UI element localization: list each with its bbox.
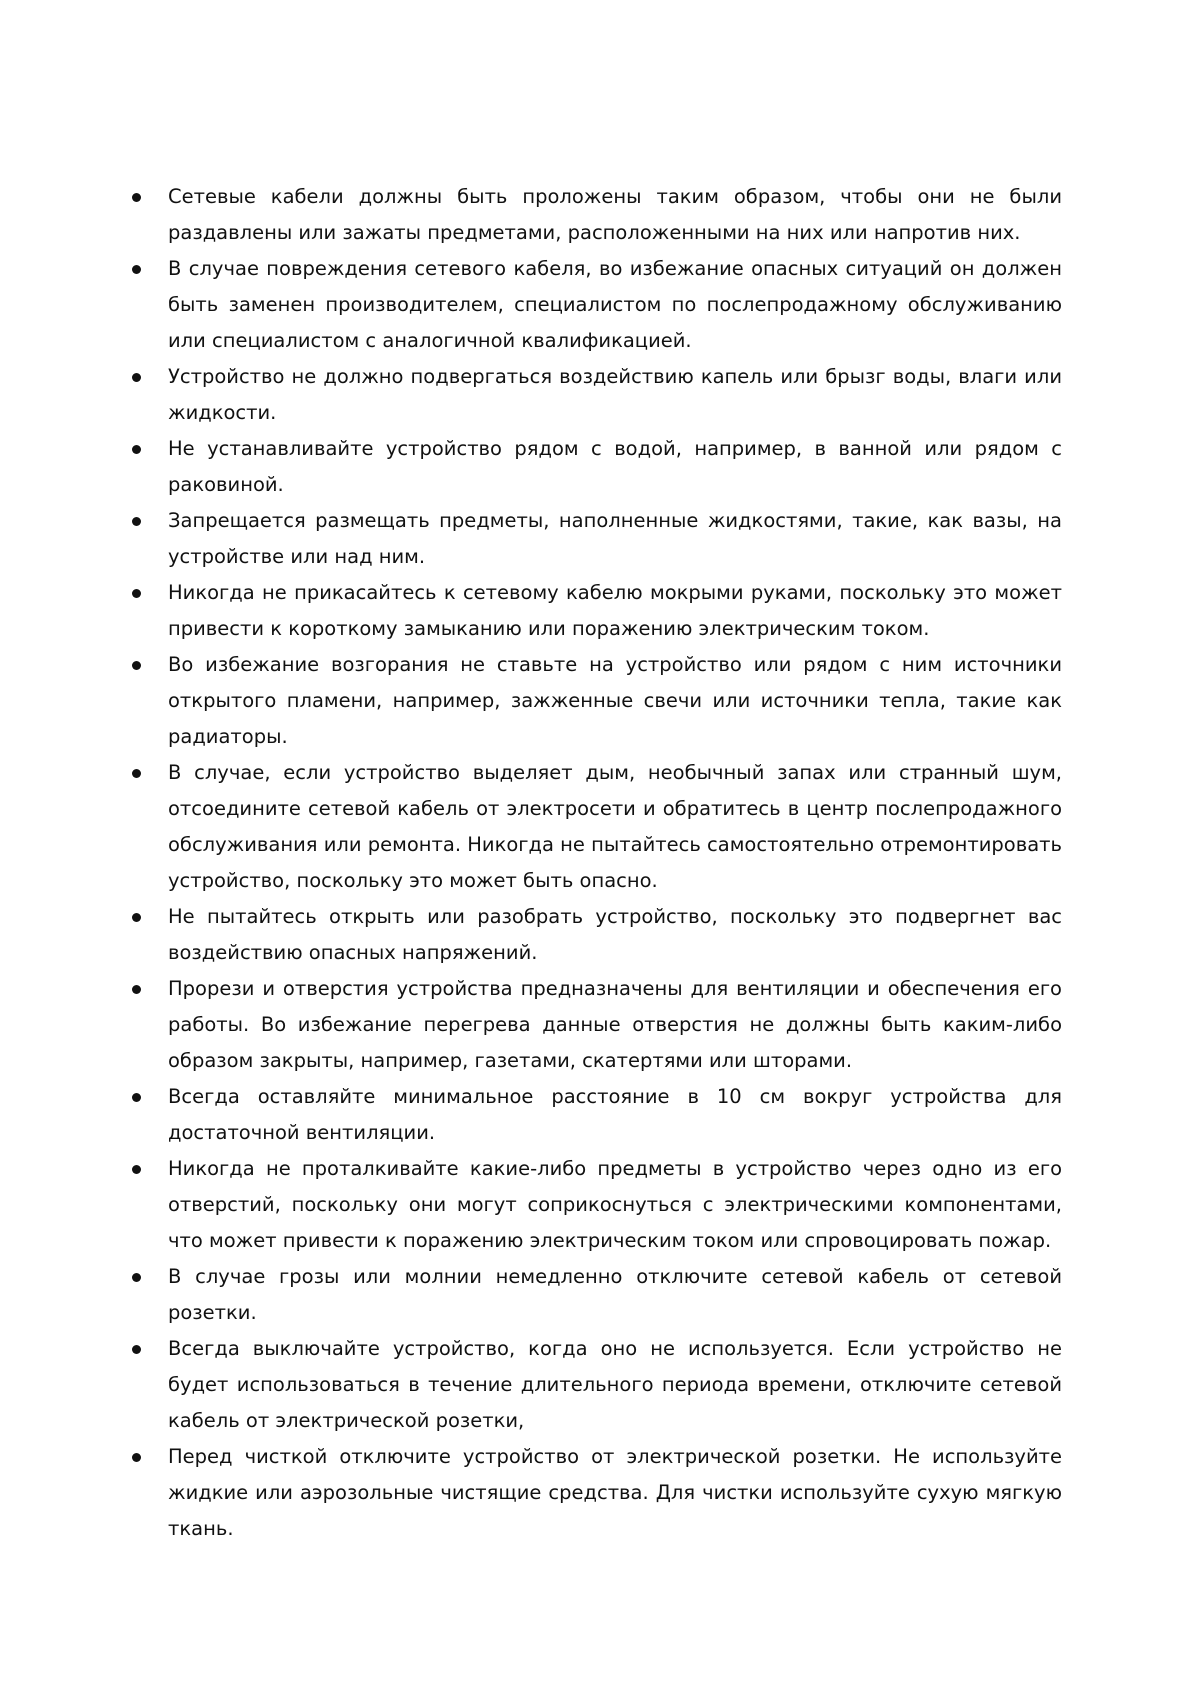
- list-item: [132, 1079, 1062, 1151]
- list-item-text: В случае грозы или молнии немедленно отключите сетевой кабель от сетевой розетки.: [168, 1265, 1062, 1324]
- list-item: [132, 1151, 1062, 1259]
- list-item: [132, 359, 1062, 431]
- list-item: [132, 971, 1062, 1079]
- list-item-text: В случае, если устройство выделяет дым, необычный запах или странный шум, отсоедините сетевой кабель от электросети и обратитесь в центр послепродажного обслуживания или ремонта. Никогда не пытайтесь самостоятельно отремонтировать устройство, поскольку это может быть опасно.: [168, 761, 1062, 892]
- bullet-icon: [132, 985, 141, 994]
- list-item: [132, 755, 1062, 899]
- list-item: [132, 575, 1062, 647]
- list-item-text: Не пытайтесь открыть или разобрать устройство, поскольку это подвергнет вас воздействию опасных напряжений.: [168, 905, 1062, 964]
- list-item-text: Перед чисткой отключите устройство от электрической розетки. Не используйте жидкие или аэрозольные чистящие средства. Для чистки используйте сухую мягкую ткань.: [168, 1445, 1062, 1540]
- bullet-icon: [132, 589, 141, 598]
- list-item-text: Не устанавливайте устройство рядом с водой, например, в ванной или рядом с раковиной.: [168, 437, 1062, 496]
- list-item: [132, 503, 1062, 575]
- list-item: [132, 251, 1062, 359]
- bullet-icon: [132, 373, 141, 382]
- list-item-text: Прорези и отверстия устройства предназначены для вентиляции и обеспечения его работы. Во избежание перегрева данные отверстия не должны быть каким-либо образом закрыты, например, газетами, скатертями или шторами.: [168, 977, 1062, 1072]
- list-item: [132, 179, 1062, 251]
- bullet-icon: [132, 1093, 141, 1102]
- list-item-text: В случае повреждения сетевого кабеля, во избежание опасных ситуаций он должен быть заменен производителем, специалистом по послепродажному обслуживанию или специалистом с аналогичной квалификацией.: [168, 257, 1062, 352]
- bullet-icon: [132, 1453, 141, 1462]
- bullet-icon: [132, 1273, 141, 1282]
- list-item-text: Никогда не прикасайтесь к сетевому кабелю мокрыми руками, поскольку это может привести к короткому замыканию или поражению электрическим током.: [168, 581, 1062, 640]
- bullet-icon: [132, 913, 141, 922]
- bullet-icon: [132, 769, 141, 778]
- list-item: [132, 431, 1062, 503]
- list-item-text: Сетевые кабели должны быть проложены таким образом, чтобы они не были раздавлены или зажаты предметами, расположенными на них или напротив них.: [168, 185, 1062, 244]
- list-item-text: Всегда оставляйте минимальное расстояние в 10 см вокруг устройства для достаточной вентиляции.: [168, 1085, 1062, 1144]
- bullet-icon: [132, 661, 141, 670]
- list-item: [132, 647, 1062, 755]
- list-item-text: Устройство не должно подвергаться воздействию капель или брызг воды, влаги или жидкости.: [168, 365, 1062, 424]
- bullet-icon: [132, 517, 141, 526]
- list-item-text: Всегда выключайте устройство, когда оно не используется. Если устройство не будет использоваться в течение длительного периода времени, отключите сетевой кабель от электрической розетки,: [168, 1337, 1062, 1432]
- list-item: [132, 1259, 1062, 1331]
- safety-instructions-list: [132, 179, 1062, 1547]
- list-item: [132, 899, 1062, 971]
- bullet-icon: [132, 193, 141, 202]
- bullet-icon: [132, 265, 141, 274]
- list-item-text: Никогда не проталкивайте какие-либо предметы в устройство через одно из его отверстий, поскольку они могут соприкоснуться с электрическими компонентами, что может привести к поражению электрическим током или спровоцировать пожар.: [168, 1157, 1062, 1252]
- list-item: [132, 1331, 1062, 1439]
- bullet-icon: [132, 1345, 141, 1354]
- list-item-text: Во избежание возгорания не ставьте на устройство или рядом с ним источники открытого пламени, например, зажженные свечи или источники тепла, такие как радиаторы.: [168, 653, 1062, 748]
- list-item: [132, 1439, 1062, 1547]
- bullet-icon: [132, 445, 141, 454]
- bullet-icon: [132, 1165, 141, 1174]
- list-item-text: Запрещается размещать предметы, наполненные жидкостями, такие, как вазы, на устройстве или над ним.: [168, 509, 1062, 568]
